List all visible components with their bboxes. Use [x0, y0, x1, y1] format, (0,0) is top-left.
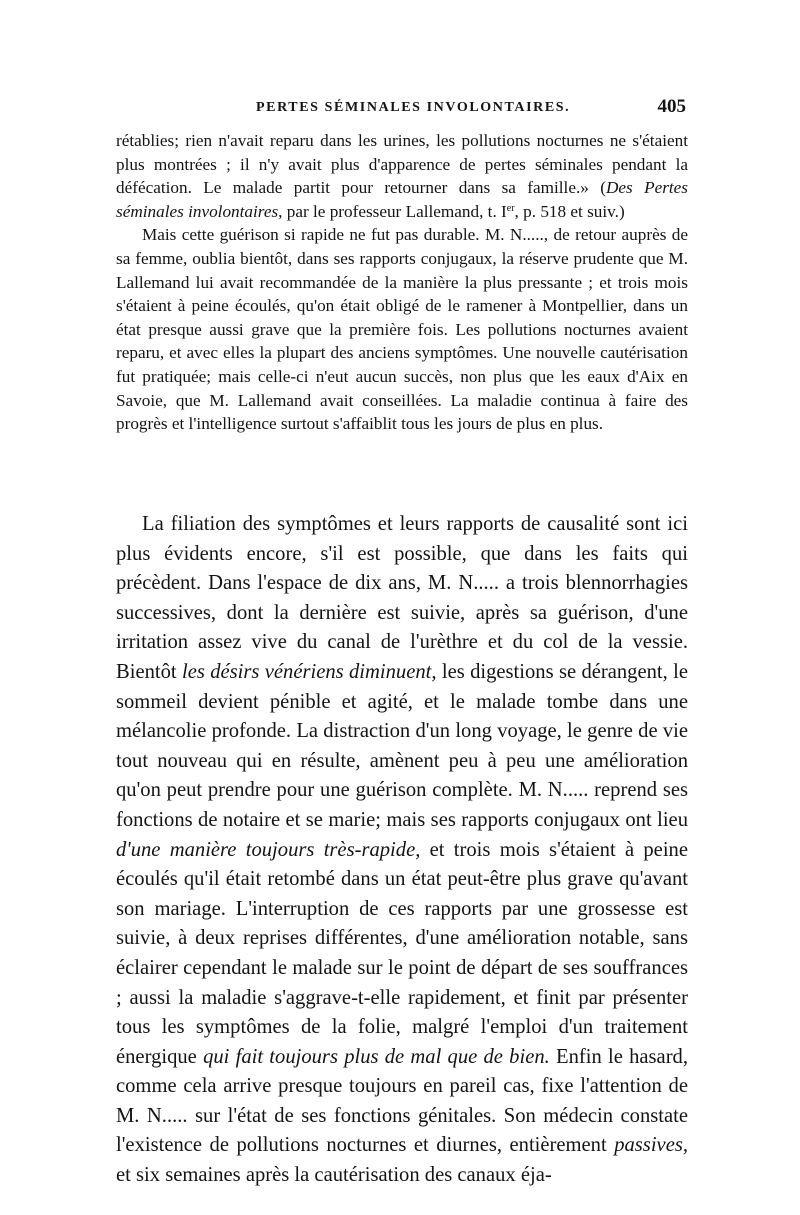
- italic-phrase: qui fait toujours plus de mal que de bien.: [203, 1045, 550, 1068]
- quote-text: , p. 518 et suiv.): [514, 201, 625, 221]
- body-text: et six semaines après la cautérisation des canaux éja-: [116, 1164, 552, 1187]
- body-text: les digestions se dérangent, le sommeil devient pénible et agité, et le malade tombe dans une mélancolie profonde. La distraction d'un long voyage, le genre de vie tout nouveau qui en résulte, amènent peu à peu une amélioration qu'on peut prendre pour une guérison complète. M. N..... reprend ses fonctions de notaire et se marie; mais ses rapports conjugaux ont lieu: [116, 660, 688, 831]
- main-paragraph: [116, 510, 688, 1191]
- quote-paragraph-1: [116, 129, 688, 223]
- body-text: et trois mois s'étaient à peine écoulés qu'il était retombé dans un état peut-être plus grave qu'avant son mariage. L'interruption de ces rapports par une grossesse est suivie, à deux reprises différentes, d'une amélioration notable, sans éclairer cependant le malade sur le point de départ de ses souffrances ; aussi la maladie s'aggrave-t-elle rapidement, et finit par présenter tous les symptômes de la folie, malgré l'emploi d'un traitement énergique: [116, 838, 688, 1068]
- main-text-block: [116, 510, 688, 1191]
- superscript: er: [506, 202, 515, 214]
- page-number: 405: [657, 96, 686, 117]
- cited-work-title: Des Pertes séminales involontaires: [116, 178, 688, 221]
- body-text: Enfin le hasard, comme cela arrive presque toujours en pareil cas, fixe l'attention de M. N..... sur l'état de ses fonctions génitales. Son médecin constate l'existence de pollutions nocturnes et diurnes, entièrement: [116, 1045, 689, 1157]
- italic-phrase: d'une manière toujours très-rapide,: [116, 838, 421, 861]
- italic-phrase: passives,: [614, 1134, 688, 1157]
- quote-paragraph-2: Mais cette guérison si rapide ne fut pas durable. M. N....., de retour auprès de sa femme, oublia bientôt, dans ses rapports conjugaux, la réserve prudente que M. Lallemand lui avait recommandée de la manière la plus pressante ; et trois mois s'étaient à peine écoulés, qu'on était obligé de le ramener à Montpellier, dans un état presque aussi grave que la première fois. Les pollutions nocturnes avaient reparu, et avec elles la plupart des anciens symptômes. Une nouvelle cautérisation fut pratiquée; mais celle-ci n'eut aucun succès, non plus que les eaux d'Aix en Savoie, que M. Lallemand avait conseillées. La maladie continua à faire des progrès et l'intelligence surtout s'affaiblit tous les jours de plus en plus.: [116, 225, 688, 434]
- quotation-block: [116, 129, 688, 436]
- page-header: [116, 96, 686, 124]
- italic-phrase: les désirs vénériens diminuent,: [181, 660, 437, 683]
- quote-text: , par le professeur Lallemand, t. I: [278, 201, 507, 221]
- running-title: PERTES SÉMINALES INVOLONTAIRES.: [256, 100, 571, 115]
- quote-text: rétablies; rien n'avait reparu dans les urines, les pollutions nocturnes ne s'étaient plus montrées ; il n'y avait plus d'apparence de pertes séminales pendant la défécation. Le malade partit pour retourner dans sa famille.» (: [116, 131, 688, 198]
- body-text: La filiation des symptômes et leurs rapports de causalité sont ici plus évidents encore, s'il est possible, que dans les faits qui précèdent. Dans l'espace de dix ans, M. N..... a trois blennorrhagies successives, dont la dernière est suivie, après sa guérison, d'une irritation assez vive du canal de l'urèthre et du col de la vessie. Bientôt: [116, 513, 688, 683]
